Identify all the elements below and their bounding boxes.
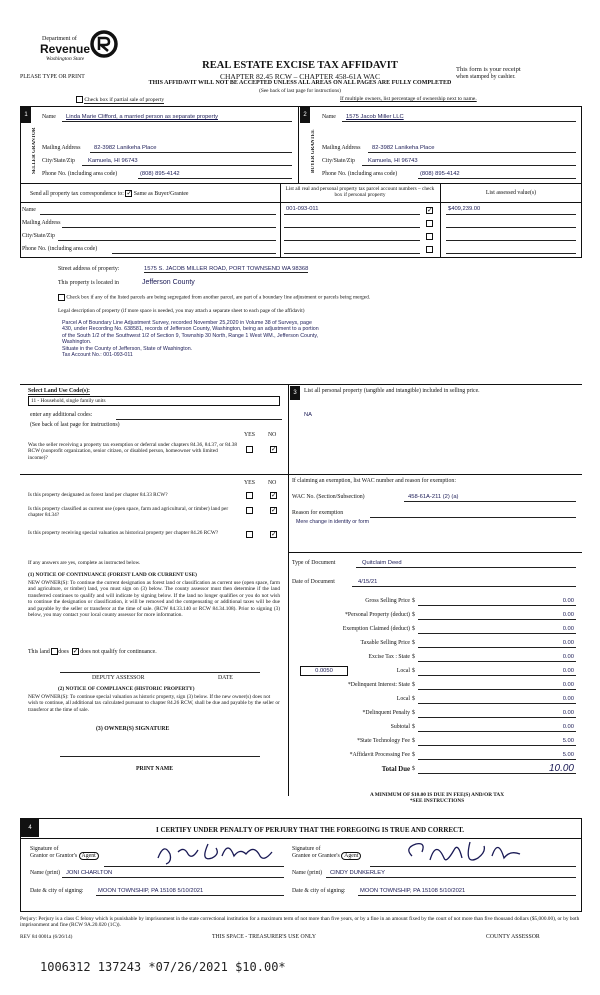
- q3-text: Is this property classified as current use (open space, farm and agricultural, or timber) land per chapter 84.34?: [28, 506, 229, 519]
- deputy-date: DATE: [218, 675, 233, 681]
- amount-subtotal[interactable]: 0.00: [562, 724, 574, 730]
- amount-local2[interactable]: 0.00: [562, 696, 574, 702]
- amount-label-excise_state: Excise Tax : State: [368, 654, 410, 660]
- q1-yes-checkbox[interactable]: [246, 446, 253, 453]
- deputy-assessor: DEPUTY ASSESSOR: [92, 675, 145, 681]
- revenue-logo-icon: [90, 30, 118, 58]
- grantor-sig-label: Signature of Grantor or Grantor's Agent: [30, 846, 99, 860]
- dollar-sign: $: [412, 640, 415, 646]
- amount-label-local2: Local: [396, 696, 410, 702]
- section-1-marker: 1: [21, 107, 31, 123]
- grantee-date[interactable]: MOON TOWNSHIP, PA 15108 5/10/2021: [360, 888, 466, 894]
- buyer-phone[interactable]: (808) 895-4142: [420, 171, 460, 177]
- receipt-line-1: This form is your receipt: [456, 66, 521, 73]
- amount-personal[interactable]: 0.00: [562, 612, 574, 618]
- grantee-date-label: Date & city of signing:: [292, 888, 346, 894]
- buyer-name[interactable]: 1575 Jacob Miller LLC: [346, 114, 404, 120]
- amount-label-local: Local: [396, 668, 410, 674]
- wac-label: WAC No. (Section/Subsection): [292, 494, 365, 500]
- minimum-note: A MINIMUM OF $10.00 IS DUE IN FEE(S) AND/OR TAX *SEE INSTRUCTIONS: [369, 792, 505, 805]
- grantor-date-label: Date & city of signing:: [30, 888, 84, 894]
- notice-1-text: NEW OWNER(S): To continue the current designation as forest land or classification as current use (open space, farm and agriculture, or timber) land, you must sign on (3) below. The county assessor must then determine if the land transferred continues to qualify and will indicate by signing below. If the land no longer qualifies or you do not wish to continue the designation or classification, it will be removed and the compensating or additional taxes will be due and payable by the seller or transferor at the time of sale. (RCW 84.33.140 or RCW 84.34.108). Prior to signing (3) below, you may contact your local county assessor for more information.: [28, 580, 280, 619]
- parcel-2-checkbox[interactable]: [426, 220, 433, 227]
- q3-yes-checkbox[interactable]: [246, 507, 253, 514]
- buyer-phone-label: Phone No. (including area code): [322, 171, 398, 177]
- notice-2-text: NEW OWNER(S): To continue special valuation as historic property, sign (3) below. If the new owner(s) does not wish to continue, all additional tax calculated pursuant to chapter 84.26 RCW, shall be due and payable by the seller or transferor at the time of sale.: [28, 694, 280, 713]
- amount-label-personal: *Personal Property (deduct): [344, 612, 410, 618]
- seller-city-label: City/State/Zip: [42, 158, 75, 164]
- dollar-sign: $: [412, 598, 415, 604]
- dept-logo: [38, 30, 128, 72]
- doc-type[interactable]: Quitclaim Deed: [362, 560, 402, 566]
- land-use-see-back: (See back of last page for instructions): [30, 422, 120, 428]
- owner-signature: (3) OWNER(S) SIGNATURE: [96, 726, 170, 732]
- parcel-4-checkbox[interactable]: [426, 246, 433, 253]
- doc-date[interactable]: 4/15/21: [358, 579, 378, 585]
- amount-delinq_pen[interactable]: 0.00: [562, 710, 574, 716]
- amount-taxable[interactable]: 0.00: [562, 640, 574, 646]
- amount-gross[interactable]: 0.00: [562, 598, 574, 604]
- form-subtitle: CHAPTER 82.45 RCW – CHAPTER 458-61A WAC: [220, 72, 380, 81]
- grantor-agent-circle: Agent: [79, 852, 99, 860]
- notice-2-title: (2) NOTICE OF COMPLIANCE (HISTORIC PROPERTY): [58, 686, 195, 692]
- street-label: Street address of property:: [58, 266, 120, 272]
- q4-no-checkbox[interactable]: ✓: [271, 530, 277, 538]
- doc-date-label: Date of Document: [292, 579, 335, 585]
- local-rate-box[interactable]: 0.0050: [300, 666, 348, 676]
- dollar-sign: $: [412, 766, 415, 772]
- buyer-city-label: City/State/Zip: [322, 158, 355, 164]
- print-name: PRINT NAME: [136, 766, 174, 772]
- certify-statement: I CERTIFY UNDER PENALTY OF PERJURY THAT THE FOREGOING IS TRUE AND CORRECT.: [155, 826, 464, 834]
- no-header-1: NO: [268, 432, 277, 438]
- amount-label-delinq_int: *Delinquent Interest: State: [347, 682, 410, 688]
- amount-excise_state[interactable]: 0.00: [562, 654, 574, 660]
- buyer-city[interactable]: Kamuela, HI 96743: [368, 158, 418, 164]
- amount-tech[interactable]: 5.00: [562, 738, 574, 744]
- section-2-marker: 2: [300, 107, 310, 123]
- dept-name: Revenue: [40, 42, 91, 56]
- receipt-line-2: when stamped by cashier.: [456, 74, 516, 80]
- yes-header-1: YES: [244, 432, 255, 438]
- seller-side-label: SELLER GRANTOR: [32, 127, 37, 175]
- grantor-name-label: Name (print): [30, 870, 61, 876]
- cashier-stamp: 1006312 137243 *07/26/2021 $10.00*: [40, 960, 286, 974]
- grantee-name-label: Name (print): [292, 870, 323, 876]
- amount-label-exemption: Exemption Claimed (deduct): [342, 626, 410, 632]
- county-label: This property is located in: [58, 280, 119, 286]
- amount-label-tech: *State Technology Fee: [357, 738, 410, 744]
- corr-mailing-label: Mailing Address: [22, 220, 61, 226]
- land-use-code[interactable]: 11 - Household, single family units: [28, 396, 280, 406]
- perjury-notice: Perjury: Perjury is a class C felony which is punishable by imprisonment in the state correctional institution for a maximum term of not more than five years, or by a fine in an amount fixed by the court of not more than five thousand dollars ($5,000.00), or by both imprisonment and fine (RCW 9A.20.020 (1C)).: [20, 916, 580, 929]
- grantee-sig-label: Signature of Grantee or Grantee's Agent: [292, 846, 361, 860]
- partial-sale[interactable]: Check box if partial sale of property: [76, 96, 164, 103]
- amount-label-total: Total Due: [381, 766, 410, 773]
- notice-1-title: (1) NOTICE OF CONTINUANCE (FOREST LAND OR CURRENT USE): [28, 572, 197, 578]
- q2-no-checkbox[interactable]: ✓: [271, 491, 277, 499]
- seller-mailing-label: Mailing Address: [42, 145, 81, 151]
- parcel-1[interactable]: 001-093-011: [286, 206, 319, 212]
- dollar-sign: $: [412, 724, 415, 730]
- buyer-mailing[interactable]: 82-3982 Lanikeha Place: [372, 145, 435, 151]
- street-address[interactable]: 1575 S. JACOB MILLER ROAD, PORT TOWNSEND WA 98368: [144, 266, 309, 272]
- seller-mailing[interactable]: 82-3982 Lanikeha Place: [94, 145, 157, 151]
- dept-state: Washington State: [46, 56, 85, 62]
- q3-no-checkbox[interactable]: ✓: [271, 506, 277, 514]
- dollar-sign: $: [412, 668, 415, 674]
- q4-yes-checkbox[interactable]: [246, 531, 253, 538]
- grantor-signature[interactable]: [150, 836, 280, 870]
- form-see-back: (See back of last page for instructions): [259, 88, 341, 94]
- grantor-date[interactable]: MOON TOWNSHIP, PA 15108 5/10/2021: [98, 888, 204, 894]
- corr-phone-label: Phone No. (including area code): [22, 246, 98, 252]
- amount-total[interactable]: 10.00: [548, 763, 574, 774]
- exemption-label: If claiming an exemption, list WAC number and reason for exemption:: [292, 478, 456, 484]
- assessed-1[interactable]: $409,239.00: [448, 206, 481, 212]
- buyer-side-label: BUYER GRANTEE: [311, 129, 316, 173]
- amount-label-affidavit: *Affidavit Processing Fee: [349, 752, 410, 758]
- yes-header-2: YES: [244, 480, 255, 486]
- dollar-sign: $: [412, 654, 415, 660]
- q4-text: Is this property receiving special valuation as historical property per chapter 84.26 RCW?: [28, 530, 219, 536]
- seller-phone-label: Phone No. (including area code): [42, 171, 118, 177]
- parcel-3-checkbox[interactable]: [426, 233, 433, 240]
- reason-label: Reason for exemption: [292, 510, 344, 516]
- county[interactable]: Jefferson County: [142, 279, 195, 286]
- land-use-label: Select Land Use Code(s):: [28, 388, 90, 394]
- personal-property-value[interactable]: NA: [304, 412, 313, 418]
- amount-label-subtotal: Subtotal: [390, 724, 410, 730]
- grantor-name[interactable]: JONI CHARLTON: [66, 870, 113, 876]
- form-title: REAL ESTATE EXCISE TAX AFFIDAVIT: [202, 60, 398, 71]
- seller-city[interactable]: Kamuela, HI 96743: [88, 158, 138, 164]
- doc-type-label: Type of Document: [292, 560, 336, 566]
- same-as-buyer-checkbox[interactable]: ✓: [126, 189, 133, 197]
- reason-value[interactable]: Mere change in identity or form: [296, 519, 370, 525]
- buyer-mailing-label: Mailing Address: [322, 145, 361, 151]
- assessed-header: List assessed value(s): [485, 190, 537, 196]
- county-assessor: COUNTY ASSESSOR: [486, 934, 540, 940]
- grantee-agent-circle: Agent: [341, 852, 361, 860]
- please-type: PLEASE TYPE OR PRINT: [20, 74, 85, 80]
- dollar-sign: $: [412, 738, 415, 744]
- corr-name-label: Name: [22, 207, 36, 213]
- dollar-sign: $: [412, 696, 415, 702]
- q1-no-checkbox[interactable]: ✓: [271, 445, 277, 453]
- continuance: This land does ✓ does not qualify for continuance.: [28, 647, 157, 655]
- personal-property-label: List all personal property (tangible and intangible) included in selling price.: [304, 388, 480, 394]
- seller-name-label: Name: [42, 114, 56, 120]
- q1-text: Was the seller receiving a property tax exemption or deferral under chapters 84.36, 84.37, or 84.38 RCW (nonprofit organization, senior citizen, or disabled person, homeowner with limited income)?: [28, 442, 238, 461]
- legal-label: Legal description of property (if more space is needed, you may attach a separate sheet to each page of the affidavit): [58, 308, 305, 314]
- no-header-2: NO: [268, 480, 277, 486]
- if-any-yes: If any answers are yes, complete as instructed below.: [28, 560, 141, 566]
- seller-phone[interactable]: (808) 895-4142: [140, 171, 180, 177]
- rev-number: REV 84 0001a (6/26/14): [20, 934, 73, 940]
- does-not-checkbox[interactable]: ✓: [72, 647, 79, 655]
- section-3-marker: 3: [290, 386, 300, 400]
- q2-text: Is this property designated as forest land per chapter 84.33 RCW?: [28, 492, 168, 498]
- dollar-sign: $: [412, 682, 415, 688]
- send-correspondence: Send all property tax correspondence to: ✓ Same as Buyer/Grantee: [30, 189, 189, 197]
- amount-local[interactable]: 0.00: [562, 668, 574, 674]
- amount-delinq_int[interactable]: 0.00: [562, 682, 574, 688]
- amount-affidavit[interactable]: 5.00: [562, 752, 574, 758]
- treasurer-use: THIS SPACE - TREASURER'S USE ONLY: [212, 934, 317, 940]
- dollar-sign: $: [412, 710, 415, 716]
- corr-city-label: City/State/Zip: [22, 233, 55, 239]
- seller-name[interactable]: Linda Marie Clifford, a married person as separate property: [66, 114, 218, 120]
- amount-label-taxable: Taxable Selling Price: [360, 640, 410, 646]
- additional-codes-label: enter any additional codes:: [30, 412, 93, 418]
- segregated[interactable]: Check box if any of the listed parcels are being segregated from another parcel, are part of a boundary line adjustment or parcels being merged.: [58, 294, 370, 301]
- form-warning: THIS AFFIDAVIT WILL NOT BE ACCEPTED UNLESS ALL AREAS ON ALL PAGES ARE FULLY COMPLETED: [148, 80, 452, 86]
- wac-value[interactable]: 458-61A-211 (2) (a): [408, 494, 459, 500]
- multiple-owners: If multiple owners, list percentage of ownership next to name.: [340, 96, 477, 102]
- parcel-header: List all real and personal property tax parcel account numbers – check box if personal property: [285, 186, 435, 199]
- amount-label-gross: Gross Selling Price: [365, 598, 410, 604]
- dollar-sign: $: [412, 626, 415, 632]
- amount-label-delinq_pen: *Delinquent Penalty: [362, 710, 410, 716]
- dollar-sign: $: [412, 752, 415, 758]
- grantee-signature[interactable]: [400, 836, 530, 870]
- parcel-1-checkbox[interactable]: ✓: [427, 206, 433, 214]
- legal-description[interactable]: Parcel A of Boundary Line Adjustment Survey, recorded November 25,2020 in Volume 38 of Surveys, page 430, under Recording No. 638581, records of Jefferson County, Washington, being an adjustment to a portion of the South 1/2 of the Southwest 1/2 of Section 9, Township 30 North, Range 1 West WM., Jefferson County, Washington. Situate in the County of Jefferson, State of Washington. Tax Account No.: 001-093-011: [62, 320, 319, 359]
- segregated-checkbox[interactable]: [58, 294, 65, 301]
- dept-top: Department of: [42, 36, 77, 42]
- dollar-sign: $: [412, 612, 415, 618]
- buyer-name-label: Name: [322, 114, 336, 120]
- grantee-name[interactable]: CINDY DUNKERLEY: [330, 870, 385, 876]
- partial-sale-checkbox[interactable]: [76, 96, 83, 103]
- q2-yes-checkbox[interactable]: [246, 492, 253, 499]
- amount-exemption[interactable]: 0.00: [562, 626, 574, 632]
- section-4-marker: 4: [21, 819, 39, 837]
